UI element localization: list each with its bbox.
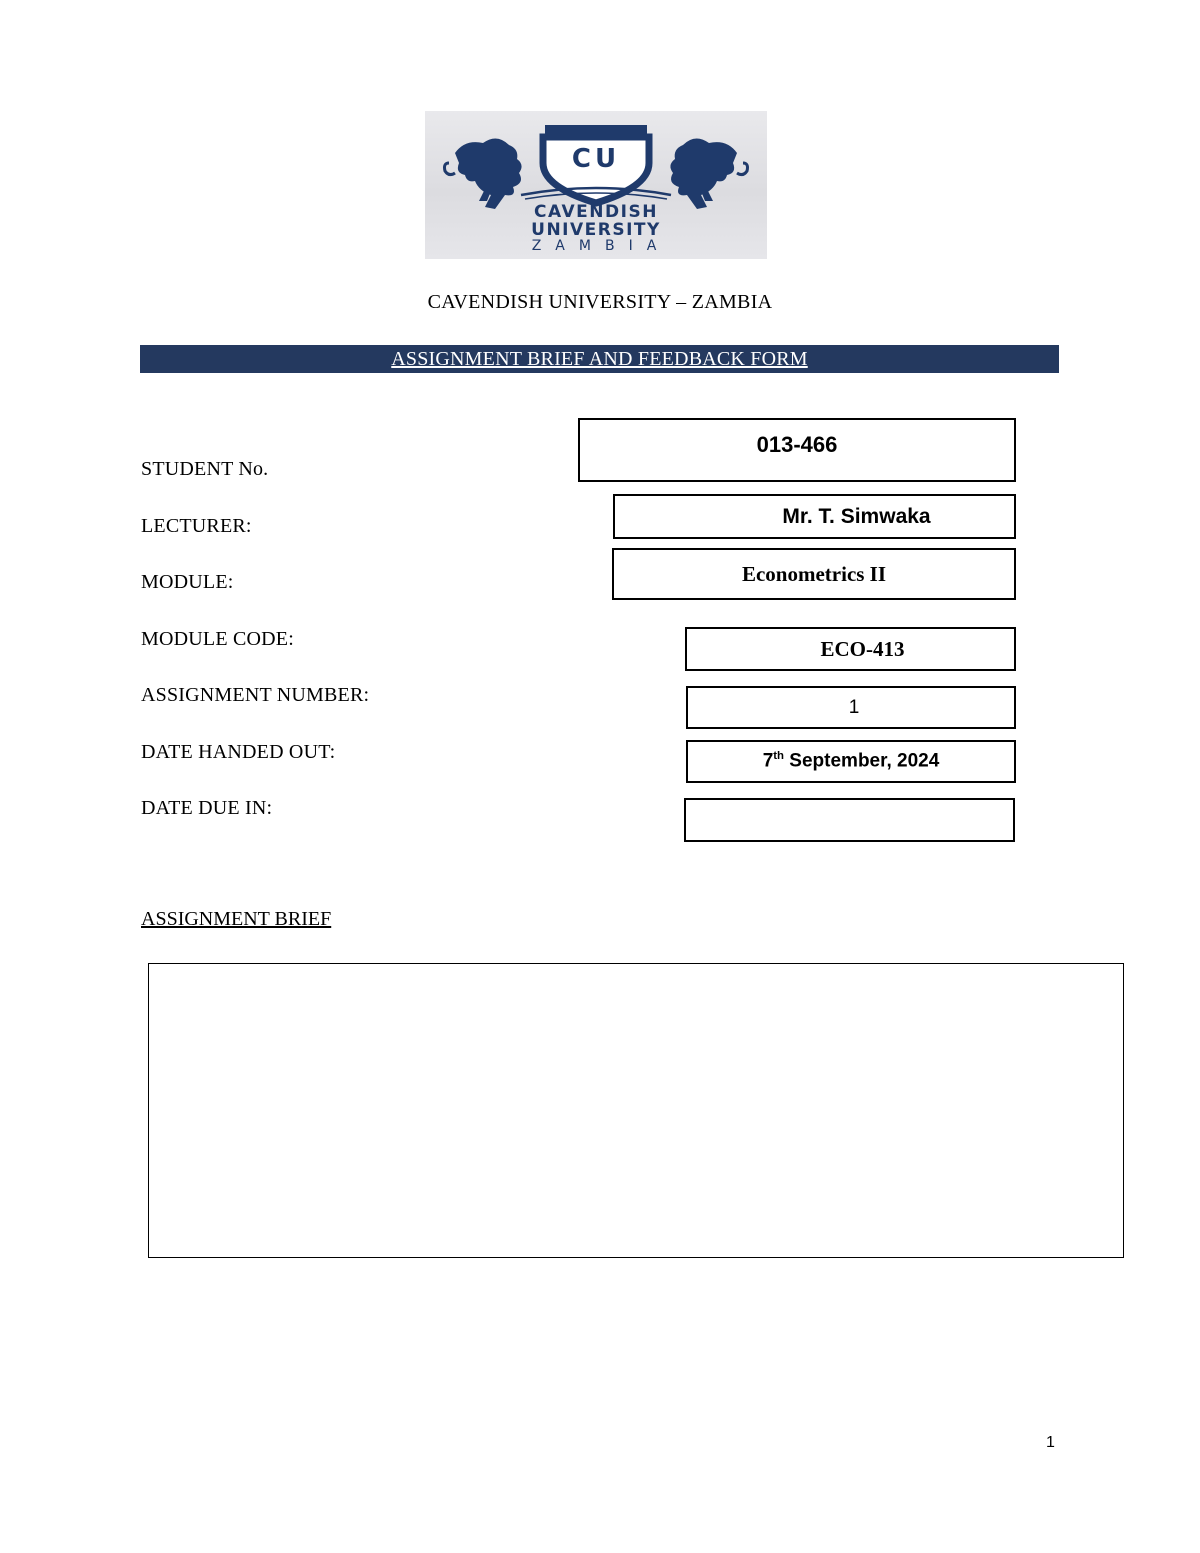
label-module: MODULE: [141,571,234,593]
student-no-value: 013-466 [756,432,838,457]
label-date-due-in: DATE DUE IN: [141,797,273,819]
date-due-in-field[interactable] [684,798,1015,842]
module-code-value: ECO-413 [820,636,905,661]
form-title-banner: ASSIGNMENT BRIEF AND FEEDBACK FORM [140,345,1059,373]
assignment-number-field[interactable] [686,686,1016,729]
logo-text-university: UNIVERSITY [531,220,661,240]
lecturer-value: Mr. T. Simwaka [782,504,931,528]
label-assignment-number: ASSIGNMENT NUMBER: [141,684,370,706]
module-code-field[interactable] [685,627,1016,671]
university-logo [425,111,767,259]
page-number: 1 [1046,1434,1055,1451]
logo-text-cavendish: CAVENDISH [534,202,658,222]
assignment-brief-heading: ASSIGNMENT BRIEF [141,908,332,930]
assignment-brief-box[interactable] [148,963,1124,1258]
label-lecturer: LECTURER: [141,515,252,537]
university-title: CAVENDISH UNIVERSITY – ZAMBIA [427,291,773,313]
lecturer-field[interactable] [613,494,1016,539]
label-date-handed-out: DATE HANDED OUT: [141,741,336,763]
date-handed-out-field[interactable] [686,740,1016,783]
student-no-field[interactable] [578,418,1016,482]
label-module-code: MODULE CODE: [141,628,294,650]
label-student-no: STUDENT No. [141,458,269,480]
module-field[interactable] [612,548,1016,600]
logo-text-zambia: ZAMBIA [531,238,671,254]
crest-letters: CU [571,144,621,174]
module-value: Econometrics II [741,561,887,586]
date-handed-out-value: 7th September, 2024 [762,750,940,772]
assignment-number-value: 1 [848,696,860,718]
